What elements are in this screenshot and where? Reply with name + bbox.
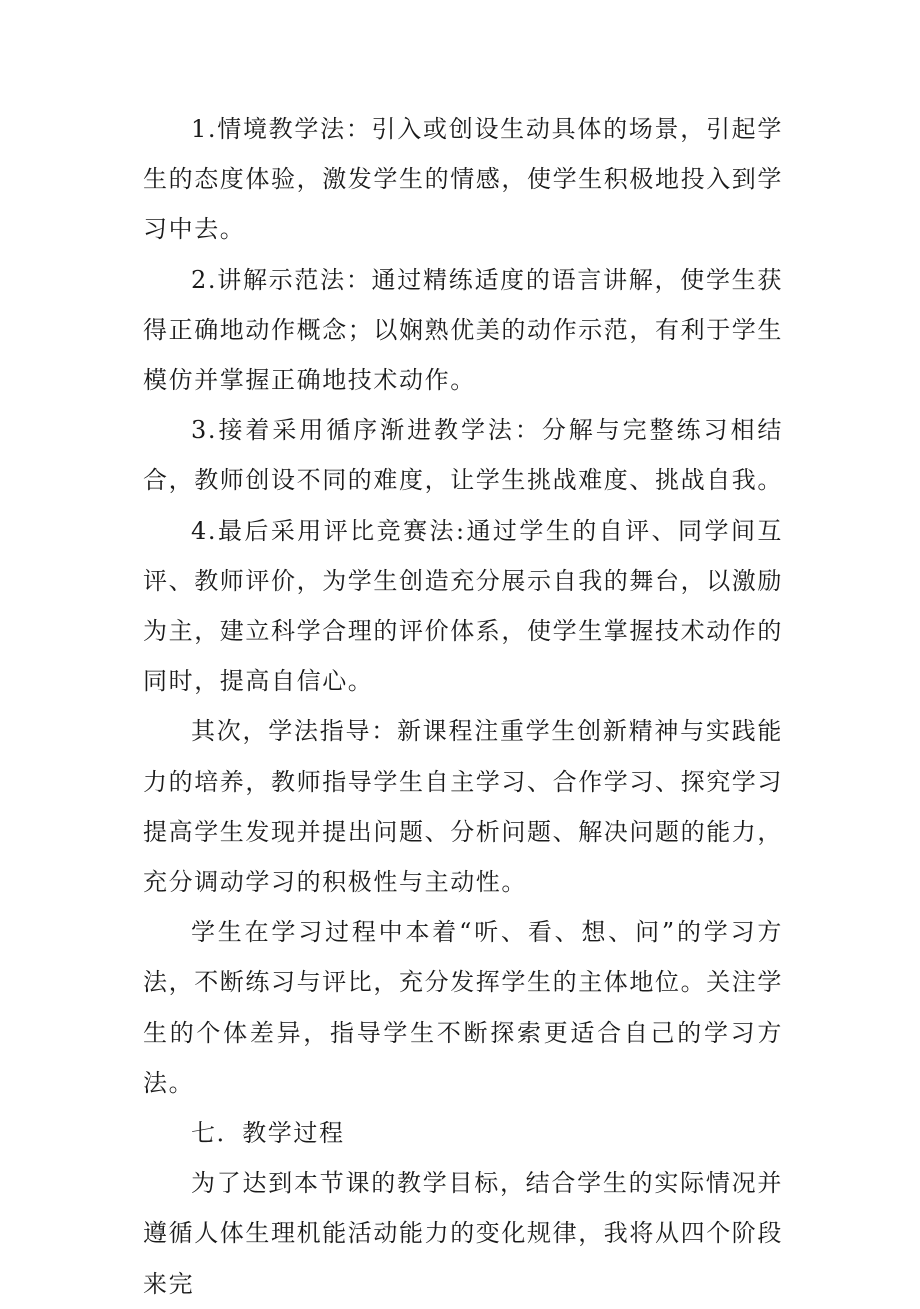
paragraph-explanation-demonstration: 2.讲解示范法：通过精练适度的语言讲解，使学生获得正确地动作概念；以娴熟优美的动作示范，有利于学生模仿并掌握正确地技术动作。 [143,265,783,395]
paragraph-learning-methods: 学生在学习过程中本着“听、看、想、问”的学习方法，不断练习与评比，充分发挥学生的主体地位。关注学生的个体差异，指导学生不断探索更适合自己的学习方法。 [143,918,783,1097]
section-heading-teaching-process: 七．教学过程 [191,1119,345,1148]
paragraph-situational-teaching: 1.情境教学法：引入或创设生动具体的场景，引起学生的态度体验，激发学生的情感，使学生积极地投入到学习中去。 [143,115,783,244]
document-body [143,104,783,1309]
paragraph-learning-guidance: 其次，学法指导：新课程注重学生创新精神与实践能力的培养，教师指导学生自主学习、合作学习、探究学习提高学生发现并提出问题、分析问题、解决问题的能力，充分调动学习的积极性与主动性。 [143,717,783,897]
paragraph-evaluation-competition: 4.最后采用评比竞赛法:通过学生的自评、同学间互评、教师评价，为学生创造充分展示自我的舞台，以激励为主，建立科学合理的评价体系，使学生掌握技术动作的同时，提高自信心。 [143,516,783,696]
paragraph-progressive-teaching: 3.接着采用循序渐进教学法：分解与完整练习相结合，教师创设不同的难度，让学生挑战难度、挑战自我。 [143,416,783,495]
paragraph-teaching-process-intro: 为了达到本节课的教学目标，结合学生的实际情况并遵循人体生理机能活动能力的变化规律，我将从四个阶段来完 [143,1169,783,1298]
